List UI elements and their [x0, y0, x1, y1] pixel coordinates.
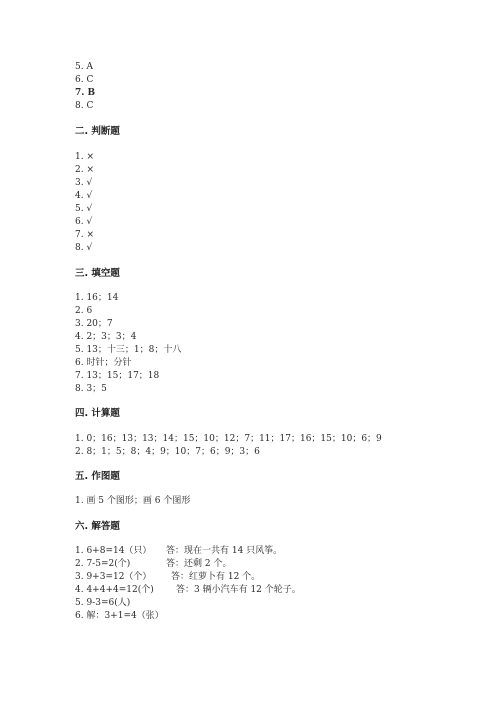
judge-answer-1: 1. ×: [75, 152, 94, 162]
solve-answer-2: 答：还剩 2 个。: [166, 559, 232, 569]
choice-answer-8: 8. C: [75, 101, 94, 111]
choice-answer-7: 7. B: [75, 88, 96, 98]
judge-answer-3: 3. √: [75, 178, 93, 188]
calc-answer-1: 1. 0；16；13；13；14；15；10；12；7；11；17；16；15；10；6；9: [75, 434, 382, 444]
calc-answer-2: 2. 8；1；5；8；4；9；10；7；6；9；3；6: [75, 447, 260, 457]
solve-equation-2: 2. 7-5=2(个): [75, 559, 131, 569]
section-title-draw: 五. 作图题: [75, 471, 120, 482]
choice-answer-6: 6. C: [75, 75, 94, 85]
solve-equation-5: 5. 9-3=6(人): [75, 598, 131, 608]
fill-answer-7: 7. 13；15；17；18: [75, 371, 160, 381]
fill-answer-8: 8. 3；5: [75, 384, 107, 394]
solve-equation-3: 3. 9+3=12（个）: [75, 572, 152, 582]
judge-answer-6: 6. √: [75, 217, 93, 227]
judge-answer-5: 5. √: [75, 204, 93, 214]
fill-answer-2: 2. 6: [75, 306, 93, 316]
section-title-judge: 二. 判断题: [75, 126, 120, 137]
judge-answer-2: 2. ×: [75, 165, 94, 175]
solve-answer-1: 答：现在一共有 14 只风筝。: [166, 546, 283, 556]
solve-equation-4: 4. 4+4+4=12(个): [75, 585, 154, 595]
section-title-calc: 四. 计算题: [75, 408, 120, 419]
fill-answer-1: 1. 16；14: [75, 293, 119, 303]
fill-answer-6: 6. 时针；分针: [75, 358, 132, 368]
judge-answer-4: 4. √: [75, 191, 93, 201]
solve-answer-4: 答：3 辆小汽车有 12 个轮子。: [176, 585, 301, 595]
judge-answer-7: 7. ×: [75, 230, 94, 240]
section-title-fill: 三. 填空题: [75, 268, 120, 279]
draw-answer-1: 1. 画 5 个图形；画 6 个图形: [75, 496, 191, 506]
fill-answer-3: 3. 20；7: [75, 319, 113, 329]
judge-answer-8: 8. √: [75, 243, 93, 253]
fill-answer-4: 4. 2；3；3；4: [75, 332, 137, 342]
solve-equation-6: 6. 解：3+1=4（张）: [75, 611, 164, 621]
solve-equation-1: 1. 6+8=14（只）: [75, 546, 152, 556]
section-title-solve: 六. 解答题: [75, 521, 120, 532]
choice-answer-5: 5. A: [75, 62, 93, 72]
solve-answer-3: 答：红萝卜有 12 个。: [171, 572, 261, 582]
fill-answer-5: 5. 13；十三；1；8；十八: [75, 345, 182, 355]
